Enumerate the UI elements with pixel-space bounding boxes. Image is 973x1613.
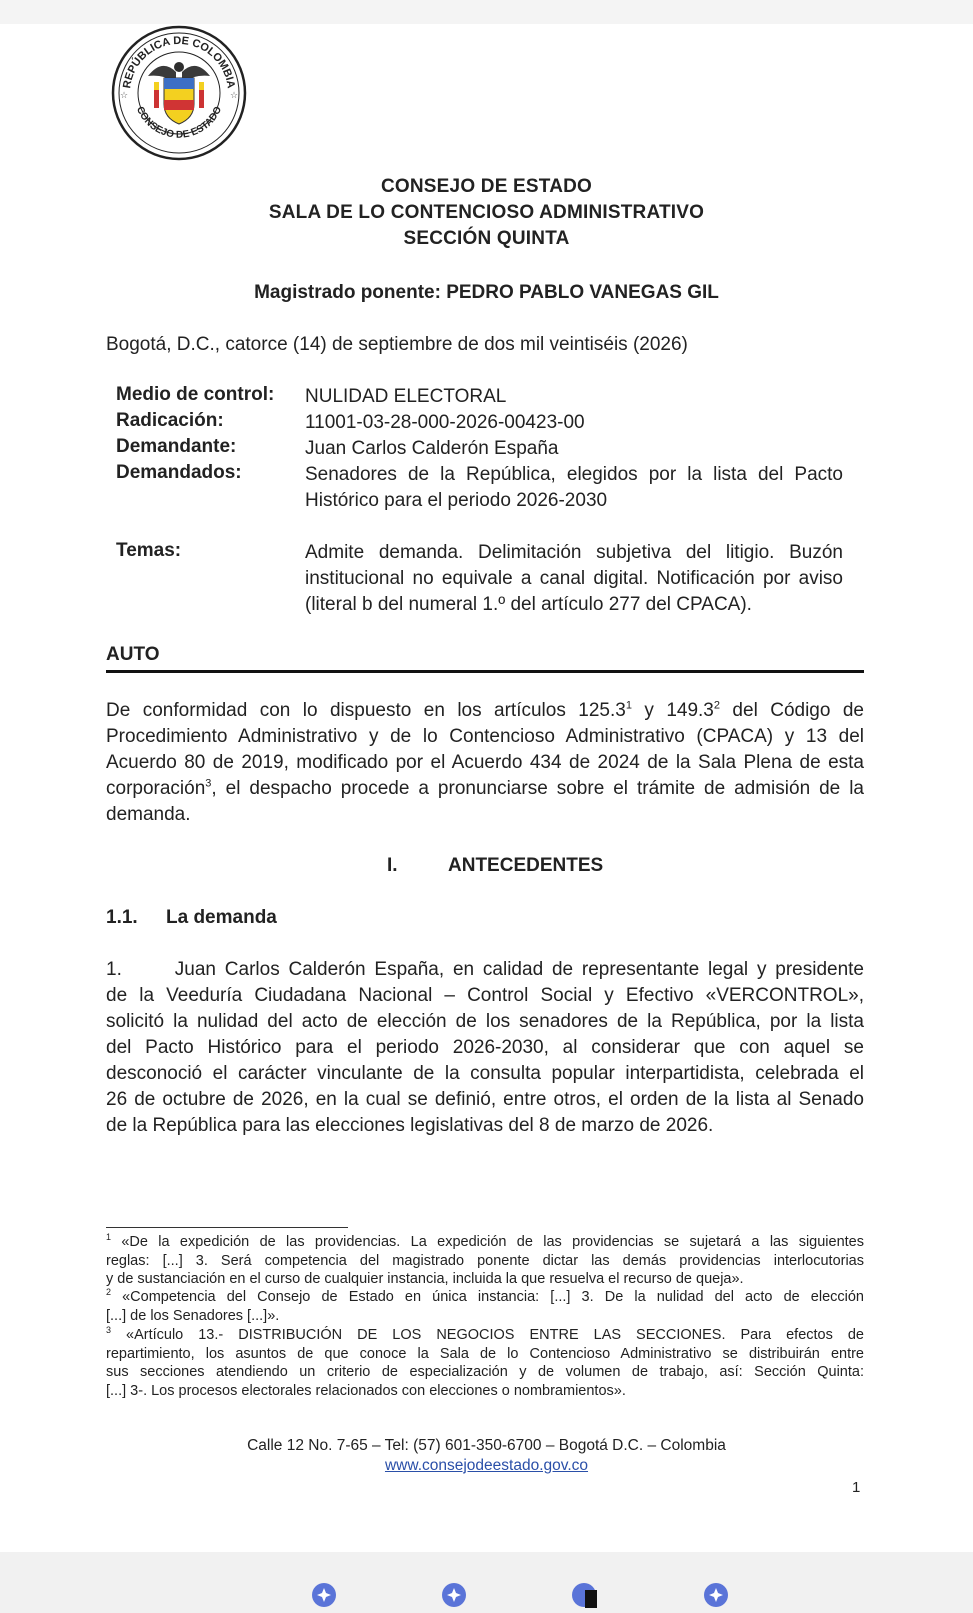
chamber-name: SALA DE LO CONTENCIOSO ADMINISTRATIVO xyxy=(268,202,705,223)
taskbar xyxy=(0,1552,973,1600)
footnote-2: $^2$ «Competencia del Consejo de Estado en única instancia: [...] 3. De la nulidad del acto de elección [...] de los Senadores [...]». xyxy=(106,1287,864,1324)
top-bar xyxy=(0,0,973,24)
page-number: 1 xyxy=(852,1479,861,1496)
auto-title: AUTO xyxy=(106,644,160,665)
meta-value: Admite demanda. Delimitación subjetiva del litigio. Buzón institucional no equivale a canal digital. Notificación por aviso (literal b del numeral 1.º del artículo 277 del CPACA). xyxy=(305,542,843,615)
court-name: CONSEJO DE ESTADO xyxy=(380,176,593,197)
footnote-3: $^3$ «Artículo 13.- DISTRIBUCIÓN DE LOS NEGOCIOS ENTRE LAS SECCIONES. Para efectos de repartimiento, los asuntos de que conoce la Sala de lo Contencioso Administrativo se distribuirán entre sus secciones atendiendo un criterio de especialización y de volumen de trabajo, así: Sección Quinta: [...] 3-. Los procesos electorales relacionados con elecciones o nombramientos». xyxy=(106,1325,864,1399)
section-title: ANTECEDENTES xyxy=(448,855,604,876)
meta-radicacion xyxy=(116,410,856,436)
seal-icon xyxy=(110,24,248,162)
section-number: I. xyxy=(387,855,398,876)
paragraph-1: 1. Juan Carlos Calderón España, en calidad de representante legal y presidente de la Veeduría Ciudadana Nacional – Control Social y Efectivo «VERCONTROL», solicitó la nulidad del acto de elección de los senadores de la República, por la lista del Pacto Histórico para el periodo 2026-2030, al considerar que con aquel se desconoció el carácter vinculante de la consulta popular interpartidista, celebrada el 26 de octubre de 2026, en la cual se definió, entre otros, el orden de la lista al Senado de la República para las elecciones legislativas del 8 de marzo de 2026. xyxy=(106,959,864,1136)
subsection-number: 1.1. xyxy=(106,907,138,928)
intro-paragraph: De conformidad con lo dispuesto en los artículos 125.3$^1$ y 149.3$^2$ del Código de Procedimiento Administrativo y de lo Contencioso Administrativo (CPACA) y 13 del Acuerdo 80 de 2019, modificado por el Acuerdo 434 de 2024 de la Sala Plena de esta corporación$^3$, el despacho procede a pronunciarse sobre el trámite de admisión de la demanda. xyxy=(106,699,864,825)
footer-address: Calle 12 No. 7-65 – Tel: (57) 601-350-6700 – Bogotá D.C. – Colombia xyxy=(247,1437,726,1454)
meta-medio xyxy=(116,384,856,410)
meta-value: Juan Carlos Calderón España xyxy=(305,438,559,459)
meta-value: Senadores de la República, elegidos por la lista del Pacto Histórico para el periodo 2026-2030 xyxy=(305,464,843,511)
meta-label: Temas: xyxy=(116,540,182,561)
divider xyxy=(106,670,864,673)
meta-demandante xyxy=(116,436,856,462)
magistrate: Magistrado ponente: PEDRO PABLO VANEGAS GIL xyxy=(254,282,719,303)
meta-label: Demandados: xyxy=(116,462,242,483)
footnote-separator xyxy=(106,1227,348,1228)
meta-value: 11001-03-28-000-2026-00423-00 xyxy=(305,412,585,433)
date-line: Bogotá, D.C., catorce (14) de septiembre de dos mil veintiséis (2026) xyxy=(106,334,688,355)
meta-demandados xyxy=(116,462,856,514)
svg-text:☆: ☆ xyxy=(120,90,129,100)
meta-temas xyxy=(116,540,856,618)
app-icon[interactable] xyxy=(441,1582,467,1608)
app-icon[interactable] xyxy=(571,1582,597,1608)
svg-text:CONSEJO DE ESTADO: CONSEJO DE ESTADO xyxy=(133,104,225,141)
document-page xyxy=(0,24,973,1552)
svg-text:REPÚBLICA DE COLOMBIA: REPÚBLICA DE COLOMBIA xyxy=(121,34,237,90)
meta-label: Demandante: xyxy=(116,436,237,457)
svg-text:☆: ☆ xyxy=(230,90,239,100)
footnote-1: $^1$ «De la expedición de las providencias. La expedición de las providencias se sujetará a las siguientes reglas: [...] 3. Será competencia del magistrado ponente dictar las demás providencias interlocutorias y de sustanciación en el curso de cualquier instancia, incluida la que resuelva el recurso de queja». xyxy=(106,1232,864,1287)
website-link[interactable]: www.consejodeestado.gov.co xyxy=(384,1457,589,1474)
footer-website[interactable] xyxy=(0,1457,973,1475)
app-icon[interactable] xyxy=(703,1582,729,1608)
meta-value: NULIDAD ELECTORAL xyxy=(305,386,507,407)
meta-label: Radicación: xyxy=(116,410,224,431)
meta-label: Medio de control: xyxy=(116,384,275,405)
subsection-title: La demanda xyxy=(166,907,277,928)
section-name: SECCIÓN QUINTA xyxy=(403,228,570,249)
app-icon[interactable] xyxy=(311,1582,337,1608)
